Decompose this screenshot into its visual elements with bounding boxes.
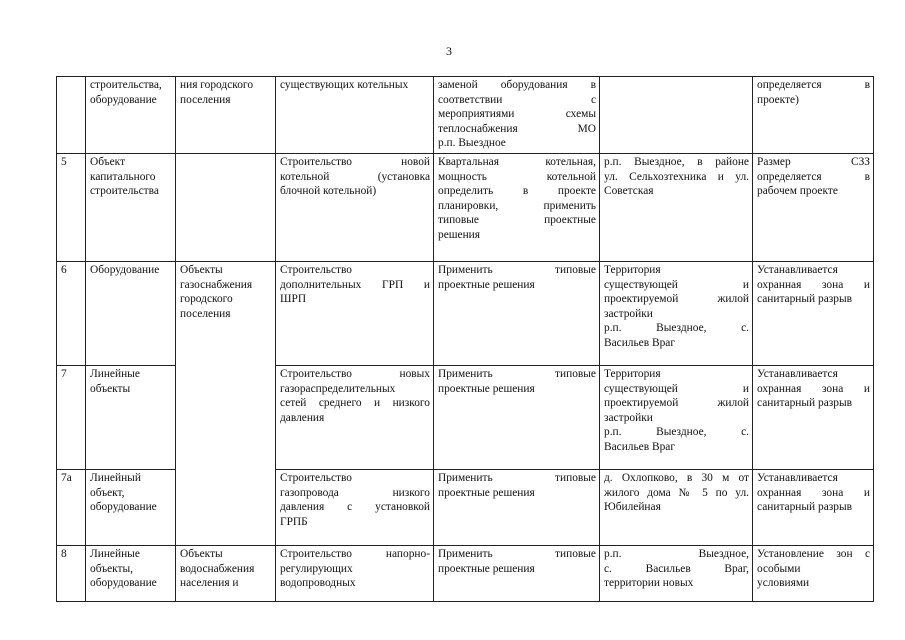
location-cell [600, 77, 753, 154]
parameters-cell [434, 469, 600, 545]
object-type-cell [86, 545, 176, 601]
parameters-cell [434, 545, 600, 601]
cell-text-line: с. Васильев Враг, [604, 562, 749, 575]
cell-text-line: охранная зона и [757, 486, 870, 499]
cell-text-line: дополнительных ГРП и [280, 278, 430, 291]
measure-cell [276, 153, 434, 261]
cell-text-line: ШРП [280, 293, 307, 306]
cell-text-line: Оборудование [90, 263, 160, 276]
cell-text-line: Линейный [90, 471, 141, 484]
cell-text-line: существующей и [604, 278, 749, 291]
cell-text-line: Строительство напорно- [280, 547, 430, 560]
row-number-cell [57, 77, 86, 154]
zone-cell [753, 545, 874, 601]
zone-cell [753, 365, 874, 469]
table-row [57, 469, 874, 545]
cell-text-line: населения и [180, 577, 239, 590]
planning-table [56, 76, 874, 602]
cell-text-line: ул. Сельхозтехника и ул. [604, 170, 749, 183]
cell-text-line: городского [180, 293, 233, 306]
cell-text-line: Объекты [180, 263, 223, 276]
cell-text-line: застройки [604, 307, 653, 320]
cell-text-line: Линейные [90, 367, 140, 380]
table-row [57, 545, 874, 601]
table-row [57, 153, 874, 261]
measure-cell [276, 545, 434, 601]
cell-text-line: Объект [90, 155, 126, 168]
cell-text-line: р.п. Выездное, в районе [604, 155, 749, 168]
table-row [57, 77, 874, 154]
cell-text-line: санитарный разрыв [757, 293, 852, 306]
cell-text-line: Квартальная котельная, [438, 155, 596, 168]
cell-text-line: проекте) [757, 93, 799, 106]
cell-text-line: Устанавливается [757, 263, 838, 276]
measure-cell [276, 261, 434, 365]
cell-text-line: Территория [604, 367, 661, 380]
cell-text-line: типовые проектные [438, 214, 596, 227]
cell-text-line: Размер СЗЗ [757, 155, 870, 168]
cell-text-line: теплоснабжения МО [438, 122, 596, 135]
location-cell [600, 365, 753, 469]
zone-cell [753, 153, 874, 261]
cell-text-line: санитарный разрыв [757, 397, 852, 410]
cell-text-line: Строительство [280, 471, 352, 484]
cell-text-line: проектные решения [438, 278, 535, 291]
cell-text-line: существующей и [604, 382, 749, 395]
cell-text-line: санитарный разрыв [757, 501, 852, 514]
parameters-cell [434, 365, 600, 469]
measure-cell [276, 77, 434, 154]
cell-text-line: давления [280, 411, 325, 424]
cell-text-line: Территория [604, 263, 661, 276]
cell-text-line: особыми [757, 562, 801, 575]
cell-text-line: проектные решения [438, 382, 535, 395]
cell-text-line: блочной котельной) [280, 185, 377, 198]
zone-cell [753, 77, 874, 154]
cell-text-line: определяется в [757, 170, 870, 183]
cell-text-line: решения [438, 228, 481, 241]
cell-text-line: Юбилейная [604, 501, 661, 514]
page-number: 3 [446, 44, 452, 58]
cell-text-line: Устанавливается [757, 367, 838, 380]
cell-text-line: планировки, применить [438, 199, 596, 212]
cell-text-line: существующих котельных [280, 79, 409, 91]
parameters-cell [434, 261, 600, 365]
cell-text-line: заменой оборудования в [438, 79, 596, 91]
location-cell [600, 153, 753, 261]
cell-text-line: Васильев Враг [604, 336, 675, 349]
cell-text-line: проектируемой жилой [604, 397, 749, 410]
cell-text-line: ГРПБ [280, 515, 308, 528]
cell-text-line: водопроводных [280, 577, 356, 590]
cell-text-line: определяется в [757, 79, 870, 91]
table-row [57, 365, 874, 469]
cell-text-line: проектируемой жилой [604, 293, 749, 306]
cell-text-line: р.п. Выездное, с. [604, 322, 749, 335]
object-group-cell [176, 469, 276, 545]
measure-cell [276, 365, 434, 469]
object-type-cell [86, 365, 176, 469]
cell-text-line: Строительство новых [280, 367, 430, 380]
cell-text-line: Устанавливается [757, 471, 838, 484]
cell-text-line: ния городского [180, 79, 254, 91]
cell-text-line: Применить типовые [438, 367, 596, 380]
cell-text-line: территории новых [604, 577, 694, 590]
zone-cell [753, 261, 874, 365]
row-number-cell: 7а [57, 469, 86, 545]
parameters-cell [434, 77, 600, 154]
object-group-cell [176, 545, 276, 601]
cell-text-line: поселения [180, 307, 231, 320]
cell-text-line: соответствии с [438, 93, 596, 106]
object-type-cell [86, 77, 176, 154]
cell-text-line: застройки [604, 411, 653, 424]
cell-text-line: условиями [757, 577, 810, 590]
cell-text-line: р.п. Выездное, [604, 547, 749, 560]
cell-text-line: Применить типовые [438, 471, 596, 484]
cell-text-line: строительства [90, 185, 159, 198]
zone-cell [753, 469, 874, 545]
location-cell [600, 545, 753, 601]
cell-text-line: проектные решения [438, 562, 535, 575]
cell-text-line: Применить типовые [438, 263, 596, 276]
cell-text-line: объект, [90, 486, 125, 499]
cell-text-line: газораспределительных [280, 382, 396, 395]
row-number-cell: 5 [57, 153, 86, 261]
cell-text-line: объекты [90, 382, 131, 395]
cell-text-line: капитального [90, 170, 156, 183]
row-number-cell: 7 [57, 365, 86, 469]
cell-text-line: мощность котельной [438, 170, 596, 183]
object-type-cell [86, 261, 176, 365]
location-cell [600, 261, 753, 365]
cell-text-line: газоснабжения [180, 278, 253, 291]
object-group-cell [176, 365, 276, 469]
cell-text-line: котельной (установка [280, 170, 430, 183]
cell-text-line: Применить типовые [438, 547, 596, 560]
object-group-cell [176, 77, 276, 154]
measure-cell [276, 469, 434, 545]
object-type-cell [86, 153, 176, 261]
object-type-cell [86, 469, 176, 545]
cell-text-line: газопровода низкого [280, 486, 430, 499]
cell-text-line: оборудование [90, 93, 157, 106]
table-row [57, 261, 874, 365]
cell-text-line: сетей среднего и низкого [280, 397, 430, 410]
cell-text-line: определить в проекте [438, 185, 596, 198]
cell-text-line: объекты, [90, 562, 134, 575]
object-group-cell [176, 153, 276, 261]
cell-text-line: Линейные [90, 547, 140, 560]
cell-text-line: оборудование [90, 577, 157, 590]
cell-text-line: р.п. Выездное [438, 137, 506, 150]
cell-text-line: регулирующих [280, 562, 353, 575]
row-number-cell: 8 [57, 545, 86, 601]
cell-text-line: Установление зон с [757, 547, 870, 560]
object-group-cell [176, 261, 276, 365]
cell-text-line: Строительство новой [280, 155, 430, 168]
cell-text-line: давления с установкой [280, 501, 430, 514]
cell-text-line: Строительство [280, 263, 352, 276]
cell-text-line: Советская [604, 185, 654, 198]
cell-text-line: оборудование [90, 501, 157, 514]
cell-text-line: охранная зона и [757, 382, 870, 395]
cell-text-line: жилого дома № 5 по ул. [604, 486, 749, 499]
cell-text-line: мероприятиями схемы [438, 108, 596, 121]
cell-text-line: строительства, [90, 79, 162, 91]
parameters-cell [434, 153, 600, 261]
row-number-cell: 6 [57, 261, 86, 365]
cell-text-line: охранная зона и [757, 278, 870, 291]
cell-text-line: водоснабжения [180, 562, 255, 575]
cell-text-line: поселения [180, 93, 231, 106]
location-cell [600, 469, 753, 545]
cell-text-line: Васильев Враг [604, 440, 675, 453]
cell-text-line: проектные решения [438, 486, 535, 499]
cell-text-line: Объекты [180, 547, 223, 560]
cell-text-line: д. Охлопково, в 30 м от [604, 471, 749, 484]
cell-text-line: рабочем проекте [757, 185, 838, 198]
cell-text-line: р.п. Выездное, с. [604, 426, 749, 439]
